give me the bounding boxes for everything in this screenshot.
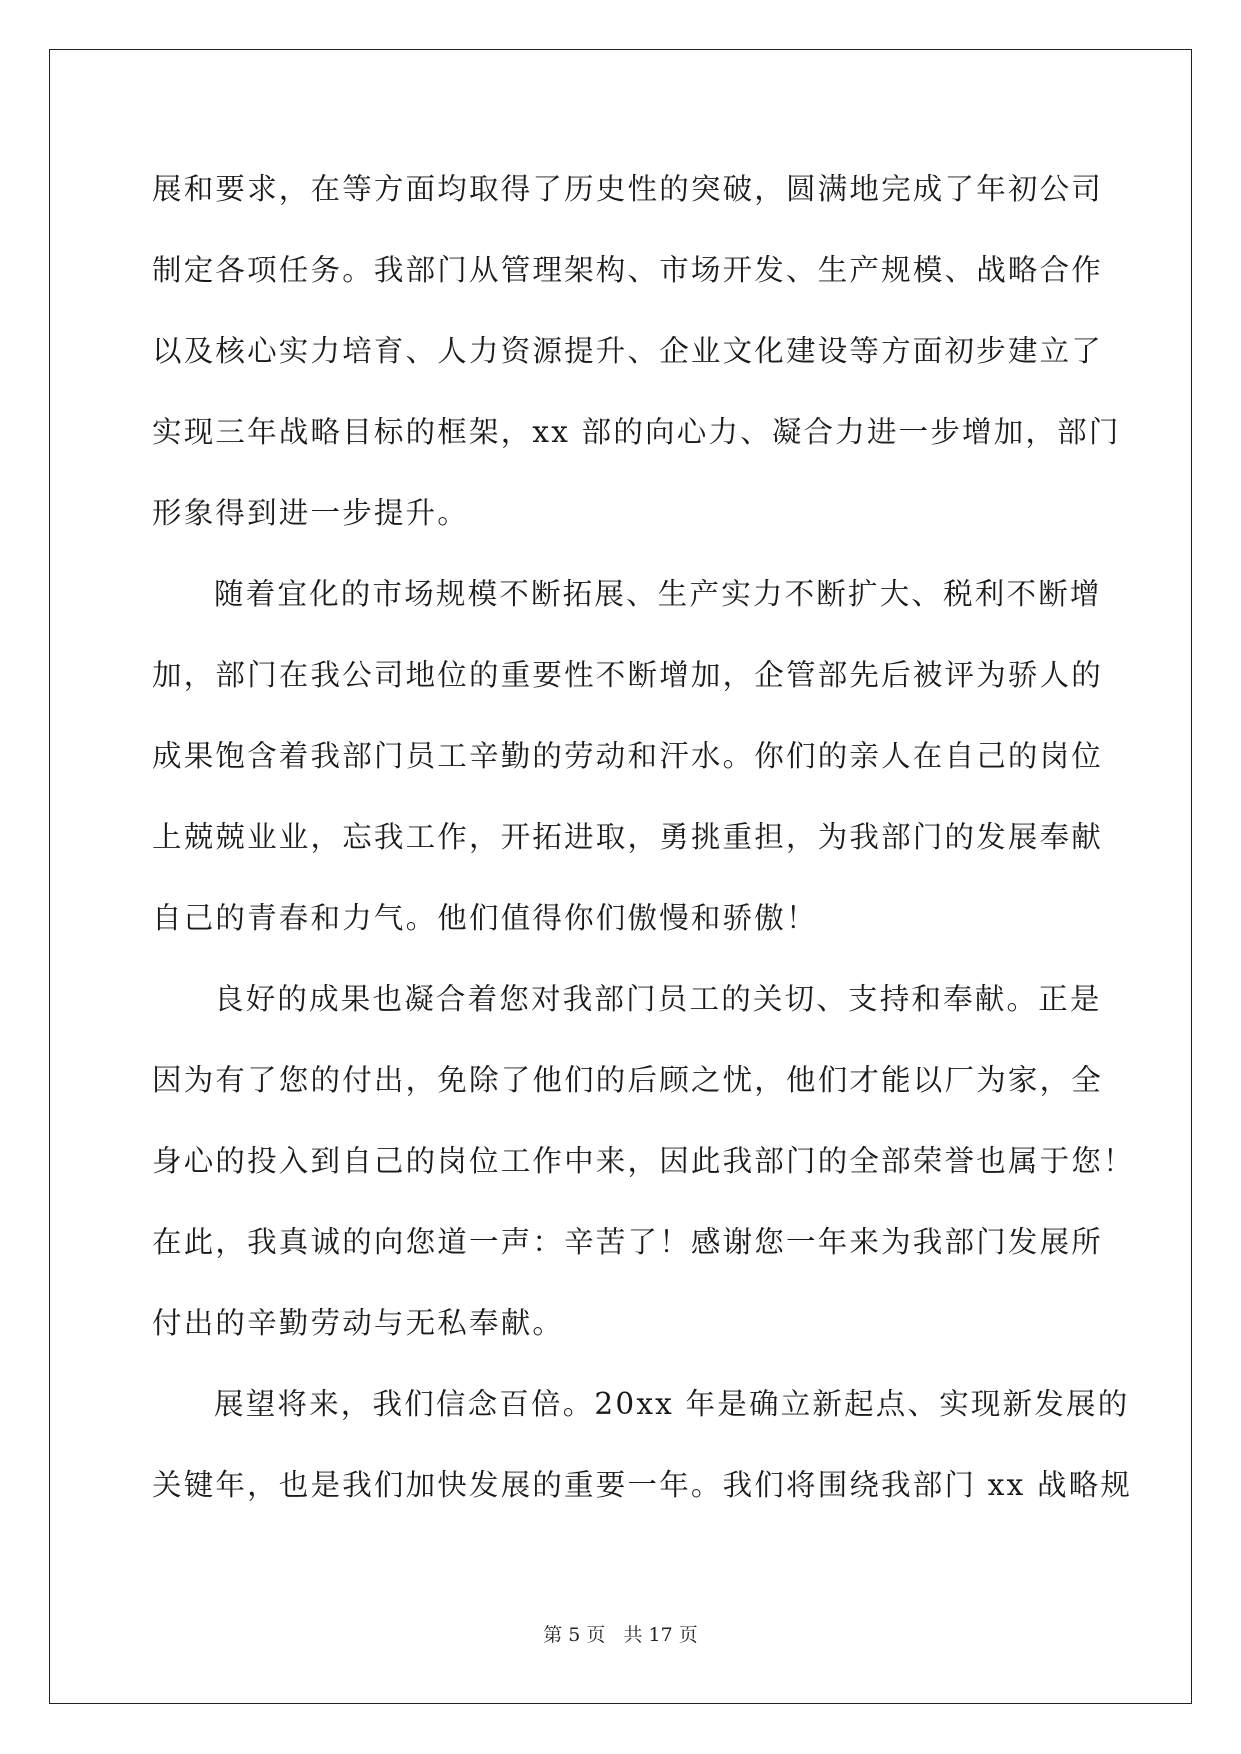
paragraph-first-line: 良好的成果也凝合着您对我部门员工的关切、支持和奉献。正是 [214, 982, 1102, 1016]
text-line: 展和要求，在等方面均取得了历史性的突破，圆满地完成了年初公司 [152, 172, 1104, 206]
text-line: 形象得到进一步提升。 [152, 496, 470, 530]
text-line: 关键年，也是我们加快发展的重要一年。我们将围绕我部门 xx 战略规 [152, 1468, 1133, 1502]
text-line: 制定各项任务。我部门从管理架构、市场开发、生产规模、战略合作 [152, 253, 1104, 287]
text-line: 加，部门在我公司地位的重要性不断增加，企管部先后被评为骄人的 [152, 658, 1104, 692]
page-total: 共 17 页 [623, 1624, 698, 1646]
text-line: 成果饱含着我部门员工辛勤的劳动和汗水。你们的亲人在自己的岗位 [152, 739, 1104, 773]
text-line: 在此，我真诚的向您道一声：辛苦了！感谢您一年来为我部门发展所 [152, 1225, 1104, 1259]
text-line: 以及核心实力培育、人力资源提升、企业文化建设等方面初步建立了 [152, 334, 1104, 368]
page-number: 第 5 页 [543, 1624, 606, 1646]
paragraph-first-line: 展望将来，我们信念百倍。20xx 年是确立新起点、实现新发展的 [214, 1387, 1130, 1421]
text-line: 身心的投入到自己的岗位工作中来，因此我部门的全部荣誉也属于您！ [152, 1144, 1135, 1178]
text-line: 自己的青春和力气。他们值得你们傲慢和骄傲！ [152, 901, 818, 935]
page-footer [0, 1620, 1241, 1647]
paragraph-first-line: 随着宜化的市场规模不断拓展、生产实力不断扩大、税利不断增 [214, 577, 1102, 611]
text-line: 付出的辛勤劳动与无私奉献。 [152, 1306, 565, 1340]
text-line: 上兢兢业业，忘我工作，开拓进取，勇挑重担，为我部门的发展奉献 [152, 820, 1104, 854]
document-body [152, 165, 1135, 1542]
text-line: 实现三年战略目标的框架，xx 部的向心力、凝合力进一步增加，部门 [152, 415, 1121, 449]
text-line: 因为有了您的付出，免除了他们的后顾之忧，他们才能以厂为家，全 [152, 1063, 1104, 1097]
